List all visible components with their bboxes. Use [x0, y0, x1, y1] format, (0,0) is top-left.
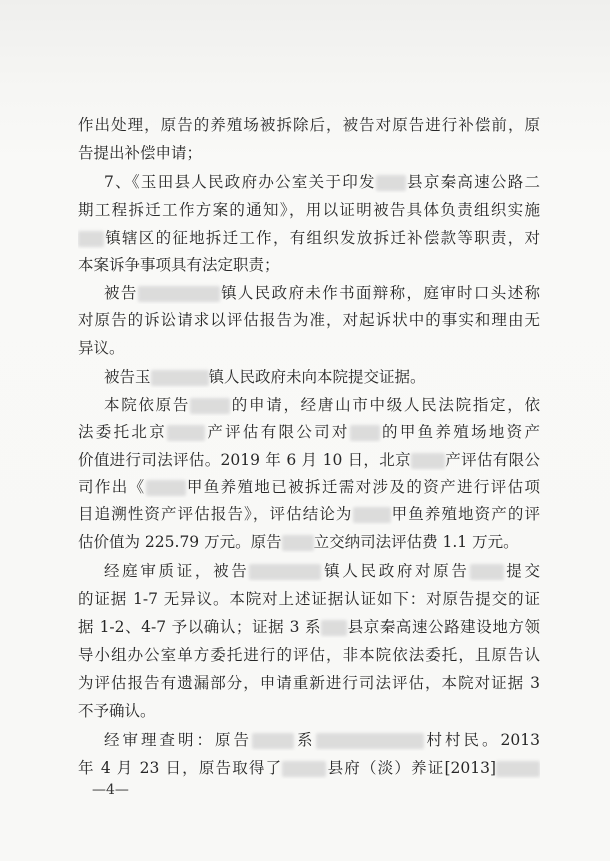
text-segment: 镇人民政府未作书面辩称，庭审时口头述称: [219, 284, 540, 302]
text-line: [78, 616, 540, 638]
text-segment: 县京秦高速公路二: [405, 173, 540, 191]
text-segment: 作出处理，原告的养殖场被拆除后，被告对原告进行补偿前，原: [78, 116, 540, 134]
text-segment: 的证据 1-7 无异议。本院对上述证据认证如下：对原告提交的证: [78, 590, 540, 608]
text-segment: 提交: [503, 562, 540, 580]
text-line: [78, 503, 540, 525]
text-segment: 不予确认。: [78, 702, 156, 720]
text-line: [78, 700, 540, 722]
text-segment: 立交纳司法评估费 1.1 万元。: [313, 533, 519, 551]
redaction-blur: [353, 507, 391, 523]
text-segment: 镇人民政府对原告: [321, 562, 470, 580]
text-line: [104, 729, 540, 751]
redaction-blur: [321, 620, 347, 636]
redaction-blur: [167, 425, 205, 441]
redaction-blur: [350, 425, 380, 441]
text-segment: 甲鱼养殖地已被拆迁需对涉及的资产进行评估项: [185, 478, 540, 496]
text-segment: 期工程拆迁工作方案的通知》，用以证明被告具体负责组织实施: [78, 201, 540, 219]
text-line: [78, 476, 540, 498]
text-line: [78, 672, 540, 694]
redaction-blur: [151, 370, 209, 386]
text-segment: 7、《玉田县人民政府办公室关于印发: [104, 173, 376, 191]
text-segment: 本院依原告: [104, 396, 191, 414]
redaction-blur: [470, 564, 504, 580]
text-line: [78, 421, 540, 443]
text-segment: 的申请，经唐山市中级人民法院指定，依: [230, 396, 540, 414]
text-segment: 年 4 月 23 日，原告取得了: [78, 759, 283, 777]
text-line: [78, 142, 540, 164]
text-segment: 县京秦高速公路建设地方领: [347, 618, 540, 636]
text-segment: 司作出《: [78, 478, 146, 496]
text-line: [104, 560, 540, 582]
text-line: [78, 254, 540, 276]
text-line: [78, 337, 540, 359]
text-segment: 产评估有限公司对: [205, 423, 350, 441]
redaction-blur: [190, 398, 230, 414]
page-number: —4—: [92, 782, 129, 798]
redaction-blur: [249, 564, 321, 580]
text-segment: 系: [294, 731, 316, 749]
redaction-blur: [376, 175, 406, 191]
text-line: [104, 282, 540, 304]
text-segment: 为评估报告有遗漏部分，申请重新进行司法评估，本院对证据 3: [78, 674, 540, 692]
text-segment: 经审理查明：原告: [104, 731, 253, 749]
text-line: [104, 394, 540, 416]
redaction-blur: [282, 761, 326, 777]
text-segment: 镇辖区的征地拆迁工作，有组织发放拆迁补偿款等职责，对: [104, 229, 540, 247]
text-segment: 对原告的诉讼请求以评估报告为准，对起诉状中的事实和理由无: [78, 311, 540, 329]
text-segment: 被告: [104, 284, 138, 302]
text-segment: 异议。: [78, 339, 125, 357]
text-segment: 县府（淡）养证[2013]: [326, 759, 496, 777]
text-line: [104, 171, 540, 193]
redaction-blur: [316, 733, 424, 749]
redaction-blur: [411, 453, 445, 469]
text-line: [78, 309, 540, 331]
text-segment: 的甲鱼养殖场地资产: [379, 423, 540, 441]
text-segment: 本案诉争事项具有法定职责；: [78, 256, 280, 274]
redaction-blur: [496, 761, 540, 777]
text-segment: 导小组办公室单方委托进行的评估，非本院依法委托，且原告认: [78, 646, 540, 664]
text-segment: 目追溯性资产评估报告》，评估结论为: [78, 505, 353, 523]
redaction-blur: [138, 286, 220, 302]
text-segment: 村村民。2013: [423, 731, 540, 749]
text-segment: 产评估有限公: [444, 451, 540, 469]
text-line: [78, 531, 540, 553]
text-segment: 被告玉: [104, 368, 151, 386]
text-segment: 经庭审质证，被告: [104, 562, 250, 580]
redaction-blur: [282, 535, 314, 551]
text-segment: 告提出补偿申请；: [78, 144, 203, 162]
text-line: [78, 199, 540, 221]
text-line: [78, 588, 540, 610]
text-segment: 价值进行司法评估。2019 年 6 月 10 日，北京: [78, 451, 411, 469]
redaction-blur: [252, 733, 294, 749]
text-segment: 据 1-2、4-7 予以确认；证据 3 系: [78, 618, 322, 636]
text-line: [78, 227, 540, 249]
text-line: [78, 757, 540, 779]
text-segment: 镇人民政府未向本院提交证据。: [208, 368, 426, 386]
text-line: [104, 366, 540, 388]
text-segment: 甲鱼养殖地资产的评: [390, 505, 540, 523]
text-segment: 法委托北京: [78, 423, 168, 441]
text-line: [78, 114, 540, 136]
text-line: [78, 644, 540, 666]
text-segment: 估价值为 225.79 万元。原告: [78, 533, 282, 551]
text-line: [78, 449, 540, 471]
redaction-blur: [146, 480, 186, 496]
redaction-blur: [78, 231, 104, 247]
